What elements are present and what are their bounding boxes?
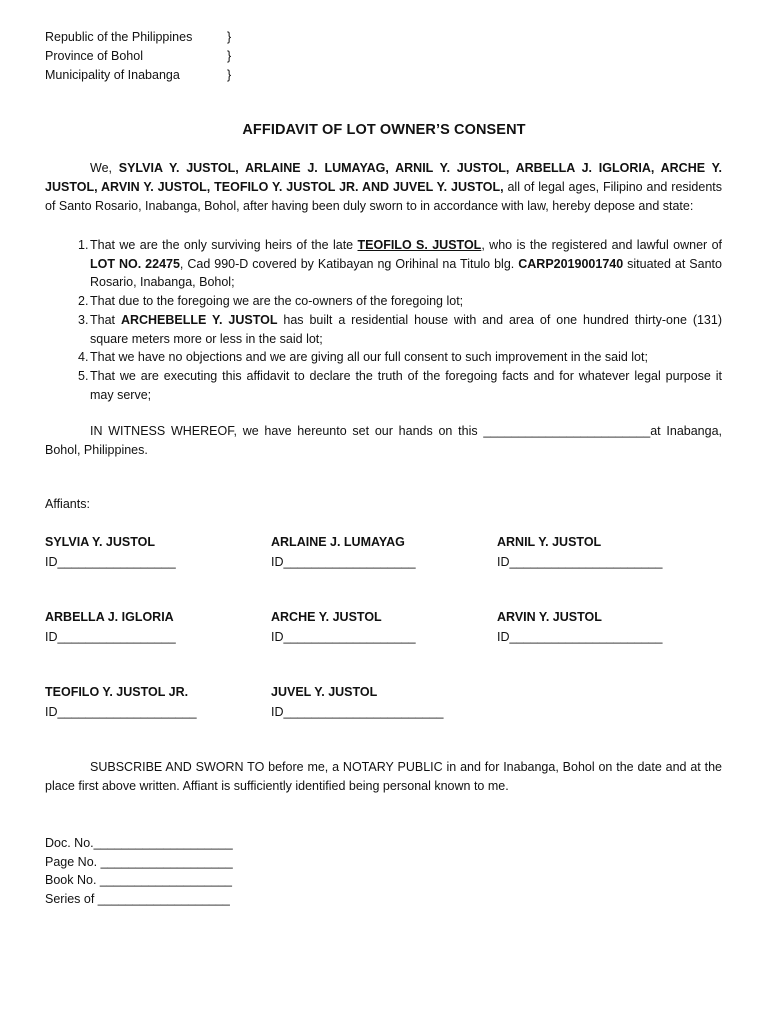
statement-list (45, 236, 722, 404)
intro-post: all of legal ages, Filipino and residents of Santo Rosario, Inabanga, Bohol, after having been duly sworn to in accordance with law, hereby depose and state: (45, 180, 723, 213)
list-item (45, 348, 722, 367)
doc-number-line: Doc. No.____________________ (45, 836, 233, 850)
affiant-block (45, 683, 197, 722)
affiant-id-line: ID______________________ (497, 554, 663, 569)
list-number: 1. (78, 238, 89, 252)
affiant-name: JUVEL Y. JUSTOL (271, 685, 378, 699)
item-text: That we have no objections and we are giving all our full consent to such improvement in the said lot; (90, 350, 648, 365)
venue-row (45, 66, 231, 85)
list-number: 2. (78, 294, 89, 309)
list-number: 3. (78, 312, 89, 327)
affiant-block (497, 608, 662, 647)
affiant-block (45, 533, 176, 572)
intro-paragraph (45, 159, 722, 216)
item-text: That due to the foregoing we are the co-owners of the foregoing lot; (90, 294, 464, 309)
document-title: AFFIDAVIT OF LOT OWNER’S CONSENT (242, 122, 526, 138)
affiant-name: ARCHE Y. JUSTOL (271, 610, 382, 624)
subscribe-paragraph: SUBSCRIBE AND SWORN TO before me, a NOTARY PUBLIC in and for Inabanga, Bohol on the date and at the place first above written. Affiant is sufficiently identified being personal known to me. (45, 760, 722, 793)
venue-municipality: Municipality of Inabanga (45, 68, 180, 82)
affiant-id-line: ID_________________ (45, 554, 176, 569)
affiant-block (497, 533, 662, 572)
item-text: situated at Santo Rosario, Inabanga, Bohol; (90, 256, 722, 290)
intro-pre: We, (90, 161, 119, 175)
item-text: That we are executing this affidavit to declare the truth of the foregoing facts and for whatever legal purpose it may serve; (90, 368, 722, 402)
affiant-block (271, 533, 416, 572)
list-item (45, 292, 722, 311)
list-item (45, 236, 722, 292)
venue-brace: } (227, 68, 232, 82)
builder-name: ARCHEBELLE Y. JUSTOL (120, 312, 278, 327)
notary-register (45, 834, 233, 909)
affiant-name: ARVIN Y. JUSTOL (497, 610, 602, 624)
item-text: has built a residential house with and area of one hundred thirty-one (131) square meters more or less in the said lot; (90, 312, 722, 346)
lot-number: LOT NO. 22475 (90, 256, 180, 271)
series-line: Series of ___________________ (45, 892, 230, 907)
affiant-name: TEOFILO Y. JUSTOL JR. (45, 685, 189, 699)
witness-paragraph: IN WITNESS WHEREOF, we have hereunto set our hands on this ________________________at Inabanga, Bohol, Philippines. (45, 424, 722, 457)
page-number-line: Page No. ___________________ (45, 854, 233, 869)
affiant-name: ARLAINE J. LUMAYAG (271, 535, 405, 549)
venue-row (45, 28, 231, 47)
item-text: That we are the only surviving heirs of the late (90, 238, 358, 252)
affiant-block (271, 608, 416, 647)
affiant-id-line: ID_________________ (45, 629, 176, 644)
item-text: , Cad 990-D covered by Katibayan ng Orihinal na Titulo blg. (179, 256, 519, 271)
decedent-name: TEOFILO S. JUSTOL (357, 238, 482, 252)
book-number-line: Book No. ___________________ (45, 873, 232, 888)
affiants-label: Affiants: (45, 497, 90, 511)
list-number: 4. (78, 350, 89, 365)
venue-brace: } (227, 30, 232, 44)
affiant-id-line: ID_______________________ (271, 704, 444, 719)
affiant-name: ARNIL Y. JUSTOL (497, 535, 602, 549)
affiant-id-line: ID___________________ (271, 554, 416, 569)
affiant-block (45, 608, 176, 647)
list-item (45, 367, 722, 404)
venue-brace: } (227, 49, 232, 63)
venue-block (45, 28, 231, 85)
venue-country: Republic of the Philippines (45, 30, 193, 44)
venue-row (45, 47, 231, 66)
list-item (45, 311, 722, 348)
venue-province: Province of Bohol (45, 49, 143, 63)
affiant-name: ARBELLA J. IGLORIA (45, 610, 174, 624)
list-number: 5. (78, 368, 89, 383)
intro-names: SYLVIA Y. JUSTOL, ARLAINE J. LUMAYAG, ARNIL Y. JUSTOL, ARBELLA J. IGLORIA, ARCHE Y. JUSTOL, ARVIN Y. JUSTOL, TEOFILO Y. JUSTOL JR. AND JUVEL Y. JUSTOL, (45, 161, 722, 194)
affiant-name: SYLVIA Y. JUSTOL (45, 535, 155, 549)
item-text: That (90, 312, 121, 327)
title-number: CARP2019001740 (518, 256, 624, 271)
item-text: , who is the registered and lawful owner of (481, 238, 722, 252)
affiant-id-line: ID___________________ (271, 629, 416, 644)
affiant-id-line: ID______________________ (497, 629, 663, 644)
affiant-block (271, 683, 443, 722)
affiant-id-line: ID____________________ (45, 704, 197, 719)
